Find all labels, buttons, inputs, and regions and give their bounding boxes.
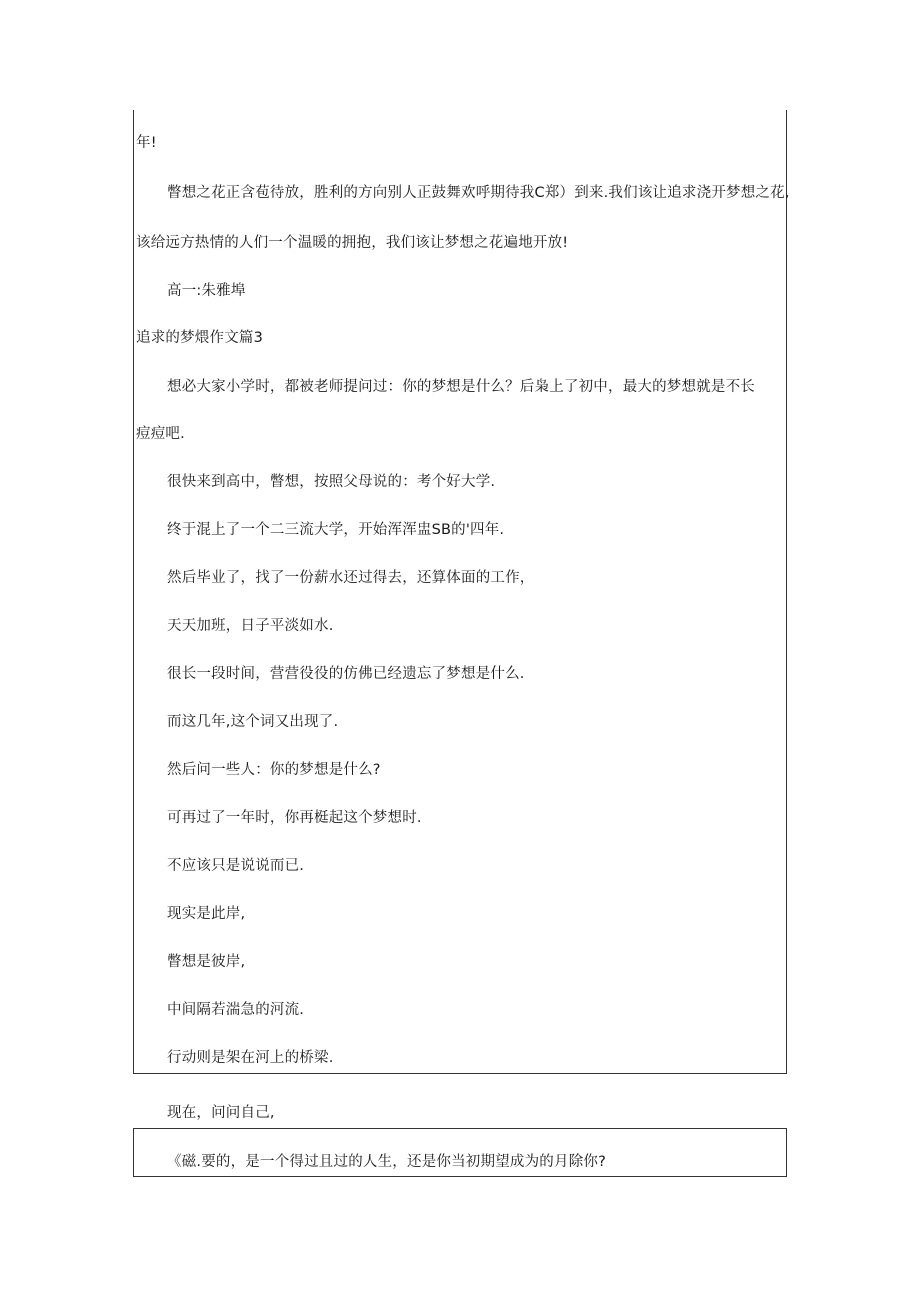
- paragraph-line: 而这几年,这个词又出现了.: [167, 714, 339, 730]
- section-title: 追求的梦煨作文篇3: [136, 330, 264, 346]
- paragraph-line: 瞥想之花正含苞待放，胜利的方向别人正鼓舞欢呼期待我C郑）到来.我们该让追求浇开梦想之花,: [167, 185, 790, 201]
- text-frame-top: [133, 110, 787, 1074]
- paragraph-line: 不应该只是说说而已.: [167, 858, 305, 874]
- paragraph-line: 痘痘吧.: [136, 426, 185, 442]
- paragraph-line: 然后问一些人：你的梦想是什么?: [167, 762, 381, 778]
- author-line: 高一:朱雅埠: [167, 283, 246, 299]
- paragraph-line: 现实是此岸,: [167, 906, 246, 922]
- paragraph-line: 《磁.要的，是一个得过且过的人生，还是你当初期望成为的月除你?: [167, 1154, 607, 1170]
- paragraph-line: 该给远方热情的人们一个温暖的拥抱，我们该让梦想之花遍地开放!: [136, 235, 569, 251]
- paragraph-line: 现在，问问自己,: [167, 1105, 275, 1121]
- paragraph-line: 中间隔若湍急的河流.: [167, 1002, 305, 1018]
- paragraph-line: 瞥想是彼岸,: [167, 954, 246, 970]
- paragraph-line: 天天加班，日子平淡如水.: [167, 618, 334, 634]
- paragraph-line: 然后毕业了，找了一份薪水还过得去，还算体面的工作，: [167, 570, 535, 586]
- paragraph-line: 很快来到高中，瞥想，按照父母说的：考个好大学.: [167, 474, 496, 490]
- paragraph-line: 可再过了一年时，你再梃起这个梦想时.: [167, 810, 422, 826]
- paragraph-line: 年!: [136, 135, 157, 151]
- paragraph-line: 很长一段时间，营营役役的仿佛已经遗忘了梦想是什么.: [167, 666, 525, 682]
- paragraph-line: 行动则是架在河上的桥梁.: [167, 1050, 334, 1066]
- paragraph-line: 想必大家小学时，都被老师提问过：你的梦想是什么？后枭上了初中，最大的梦想就是不长: [167, 379, 755, 395]
- paragraph-line: 终于混上了一个二三流大学，开始浑浑盅SB的'四年.: [167, 522, 505, 538]
